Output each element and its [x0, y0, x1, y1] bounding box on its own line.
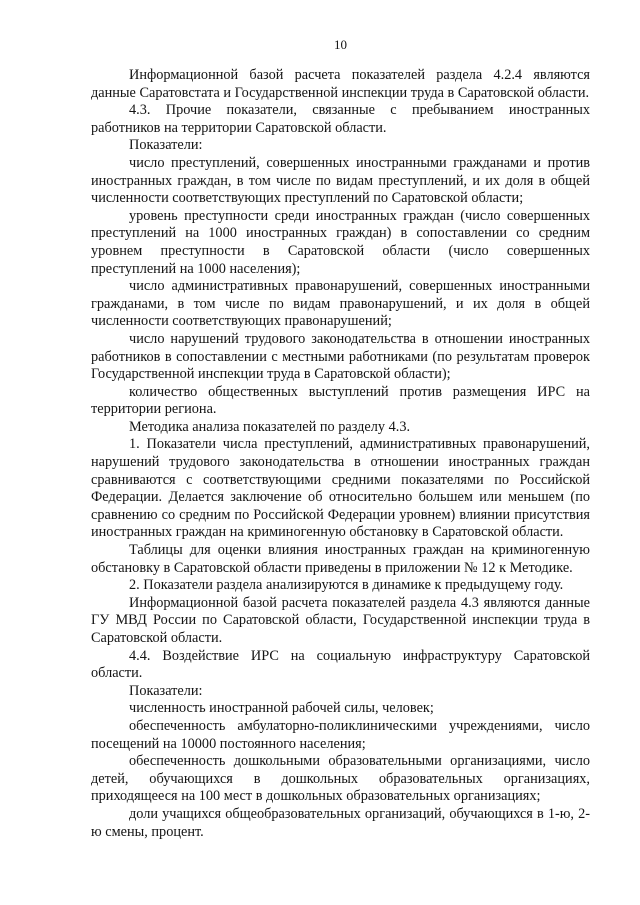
indicator-item: число административных правонарушений, совершенных иностранными гражданами, в том числе по видам правонарушений, и их доля в общей численности соответствующих правонарушений; [91, 278, 590, 330]
indicator-item: количество общественных выступлений против размещения ИРС на территории региона. [91, 383, 590, 418]
paragraph: Информационной базой расчета показателей раздела 4.3 являются данные ГУ МВД России по Саратовской области, Государственной инспекции труда в Саратовской области. [91, 594, 590, 646]
indicator-item: доли учащихся общеобразовательных организаций, обучающихся в 1-ю, 2-ю смены, процент. [91, 805, 590, 840]
section-heading: 4.4. Воздействие ИРС на социальную инфраструктуру Саратовской области. [91, 647, 590, 682]
indicator-item: число нарушений трудового законодательства в отношении иностранных работников в сопоставлении с местными работниками (по результатам проверок Государственной инспекции труда в Саратовской области); [91, 330, 590, 383]
indicator-item: численность иностранной рабочей силы, человек; [129, 700, 434, 717]
page-number: 10 [334, 37, 347, 52]
section-heading: 4.3. Прочие показатели, связанные с пребыванием иностранных работников на территории Саратовской области. [91, 102, 590, 136]
indicator-item: уровень преступности среди иностранных граждан (число совершенных преступлений на 1000 иностранных граждан) в сопоставлении со средним уровнем преступности в Саратовской области (число совершенных преступлений на 1000 населения); [91, 207, 590, 277]
indicator-item: обеспеченность амбулаторно-поликлиническими учреждениями, число посещений на 10000 постоянного населения; [91, 717, 590, 752]
paragraph: Методика анализа показателей по разделу 4.3. [129, 418, 411, 435]
paragraph: Информационной базой расчета показателей раздела 4.2.4 являются данные Саратовстата и Государственной инспекции труда в Саратовской области. [91, 67, 590, 101]
document-body [91, 67, 590, 841]
indicator-item: число преступлений, совершенных иностранными гражданами и против иностранных граждан, в том числе по видам преступлений, и их доля в общей численности соответствующих преступлений по Саратовской области; [91, 154, 590, 207]
indicator-item: обеспеченность дошкольными образовательными организациями, число детей, обучающихся в дошкольных образовательных организациях, приходящееся на 100 мест в дошкольных образовательных организациях; [91, 753, 590, 805]
paragraph: Показатели: [129, 137, 203, 154]
paragraph: Таблицы для оценки влияния иностранных граждан на криминогенную обстановку в Саратовской области приведены в приложении № 12 к Методике. [91, 542, 590, 576]
paragraph: 2. Показатели раздела анализируются в динамике к предыдущему году. [129, 577, 564, 594]
paragraph: Показатели: [129, 682, 203, 699]
paragraph: 1. Показатели числа преступлений, административных правонарушений, нарушений трудового законодательства в отношении иностранных граждан сравниваются с соответствующими средними показателями по Российской Федерации. Делается заключение об относительно большем или меньшем (по сравнению со средним по Российской Федерации уровнем) влиянии присутствия иностранных граждан на криминогенную обстановку в Саратовской области. [91, 436, 590, 541]
